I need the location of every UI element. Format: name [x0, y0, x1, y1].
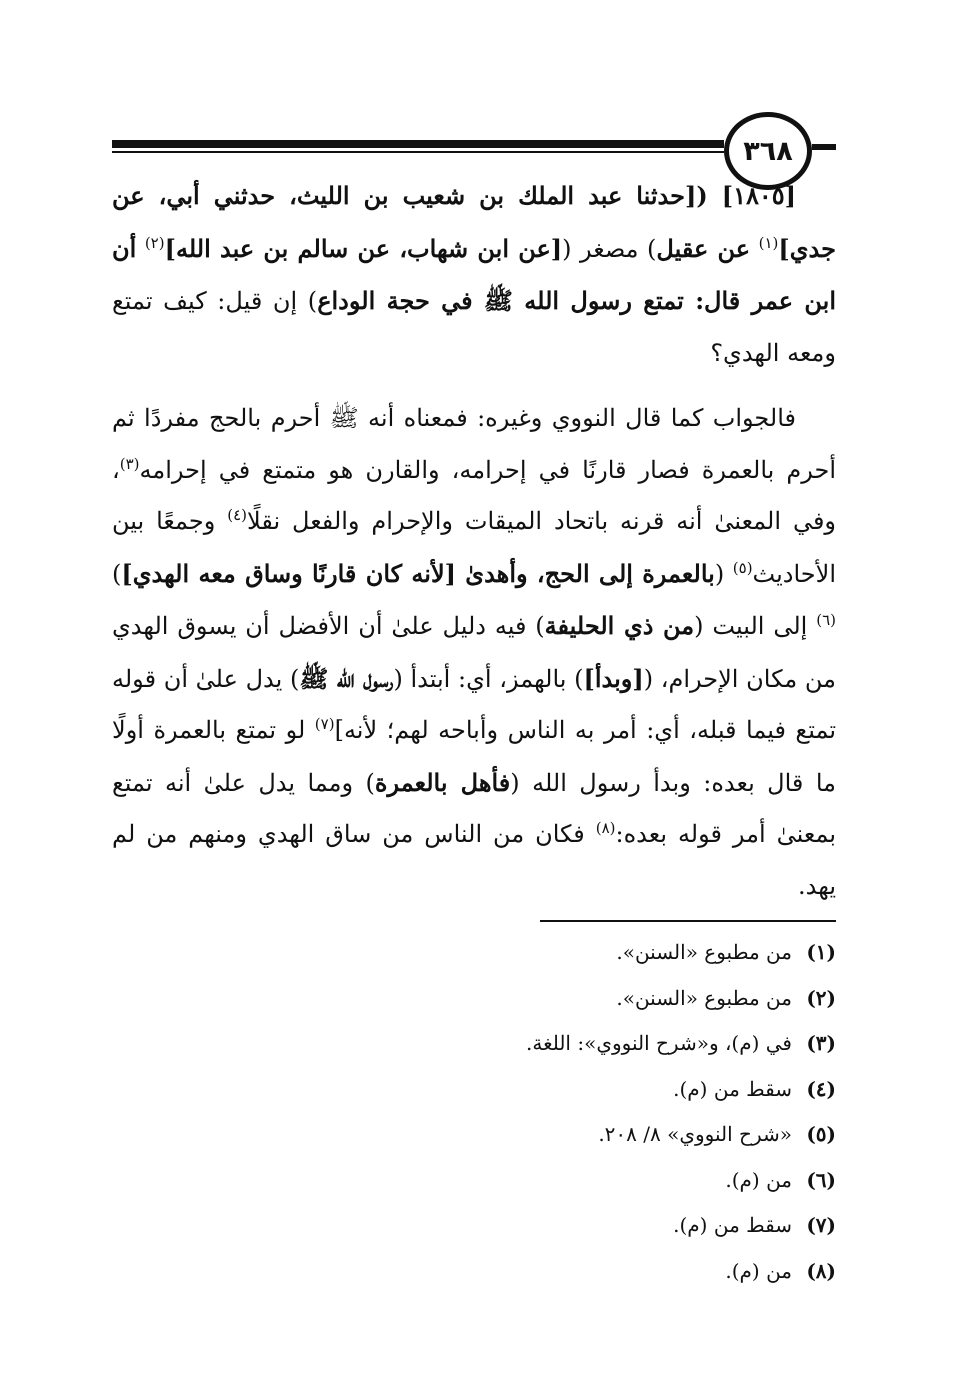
text-span: وجمعًا بين الأحاديث [112, 507, 836, 588]
footnote-item [112, 1203, 836, 1249]
footnote-number: (٥) [806, 1122, 836, 1146]
footnote-item [112, 1021, 836, 1067]
footnote-separator [540, 920, 836, 922]
paragraph-commentary [112, 393, 836, 912]
footnote-number: (٧) [806, 1213, 836, 1237]
bold-span: عن عقيل [656, 233, 751, 263]
footnote-item [112, 1112, 836, 1158]
bold-span: [حدثنا عبد الملك بن شعيب بن الليث، حدثني أبي، عن جدي] [112, 181, 836, 263]
text-span: فالجواب كما قال النووي وغيره: فمعناه أنه ﷺ أحرم بالحج مفردًا ثم أحرم بالعمرة فصار قارنًا في إحرامه، والقارن هو متمتع في إحرامه [112, 404, 836, 484]
header-rule-thin [112, 151, 724, 153]
bold-span: من ذي الحليفة [544, 611, 695, 640]
footnote-number: (١) [806, 940, 836, 964]
text-span: إلى البيت ( [694, 612, 817, 640]
hadith-number: [١٨٠٥] ( [696, 181, 796, 210]
text-span [750, 235, 759, 263]
footnote-ref: (١) [758, 233, 779, 252]
text-span: فكان من الناس من ساق الهدي ومنهم من لم يهد. [112, 820, 836, 900]
footnote-number: (٦) [806, 1167, 836, 1192]
text-span [136, 235, 145, 263]
footnote-item [112, 930, 836, 976]
footnote-item [112, 1249, 836, 1295]
bold-span: رسول الله ﷺ [299, 663, 394, 693]
footnote-ref: (٦) [816, 611, 836, 629]
footnote-ref: (٥) [732, 558, 753, 577]
footnote-text: «شرح النووي» ٨/ ٢٠٨. [598, 1122, 792, 1146]
footnote-ref: (٣) [119, 454, 140, 473]
footnotes-list [112, 930, 836, 1294]
text-span: ) بالهمز، أي: أبتدأ ( [393, 664, 584, 693]
footnote-item [112, 1067, 836, 1113]
footnote-text: من (م). [725, 1258, 792, 1283]
text-span: لو تمتع بالعمرة أولًا ما قال بعده: وبدأ رسول الله ( [112, 716, 836, 797]
footnote-number: (٢) [806, 985, 836, 1010]
paragraph-hadith [112, 170, 836, 379]
footnote-item [112, 1158, 836, 1204]
text-span: ) إن قيل: كيف تمتع ومعه الهدي؟ [112, 287, 836, 367]
footnote-text: من مطبوع «السنن». [616, 940, 792, 964]
footnote-text: سقط من (م). [673, 1076, 792, 1101]
bold-span: بالعمرة إلى الحج، وأهدىٰ [لأنه كان قارنًا وساق معه الهدي] [121, 558, 715, 588]
page-number: ٣٦٨ [743, 135, 793, 167]
header-rule [112, 140, 724, 148]
text-span: ، وفي المعنىٰ أنه قرنه باتحاد الميقات والإحرام والفعل نقلًا [112, 455, 837, 535]
header-rule-right [812, 144, 836, 150]
text-span: ) يدل علىٰ أن قوله تمتع فيما قبله، أي: أمر به الناس وأباحه لهم؛ لأنه] [112, 664, 836, 744]
footnote-ref: (٤) [227, 506, 247, 524]
footnote-ref: (٢) [144, 233, 165, 252]
main-text [112, 170, 836, 912]
footnote-ref: (٨) [595, 819, 616, 837]
footnote-text: سقط من (م). [673, 1213, 792, 1237]
text-span: ) فيه دليل علىٰ أن الأفضل أن يسوق الهدي من مكان الإحرام، ( [112, 612, 836, 693]
bold-span: فأهل بالعمرة [374, 767, 511, 797]
footnote-item [112, 976, 836, 1022]
text-span: ) [112, 559, 122, 588]
bold-span: أن ابن عمر قال: تمتع رسول الله ﷺ في حجة الوداع [112, 233, 837, 315]
text-span: ) ومما يدل علىٰ أنه تمتع بمعنىٰ أمر قوله بعده: [112, 768, 836, 848]
footnote-ref: (٧) [314, 715, 335, 733]
text-span: ( [714, 559, 733, 588]
footnote-number: (٨) [806, 1258, 836, 1283]
bold-span: [عن ابن شهاب، عن سالم بن عبد الله] [164, 233, 563, 263]
footnote-text: من مطبوع «السنن». [616, 985, 792, 1010]
footnote-number: (٣) [806, 1031, 836, 1055]
footnote-number: (٤) [806, 1076, 836, 1101]
footnote-text: من (م). [725, 1167, 792, 1192]
bold-span: [وبدأ] [583, 663, 644, 693]
footnote-text: في (م)، و«شرح النووي»: اللغة. [525, 1031, 792, 1055]
text-span: ) مصغر ( [562, 234, 657, 263]
